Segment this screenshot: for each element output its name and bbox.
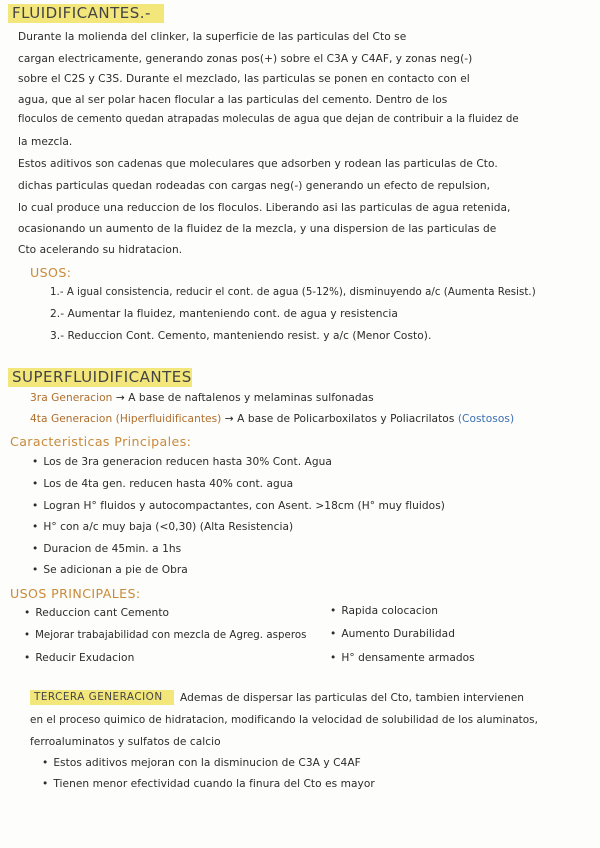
generation-4-label: 4ta Generacion (Hiperfluidificantes) xyxy=(30,413,222,425)
tercera-line: en el proceso quimico de hidratacion, modificando la velocidad de solubilidad de los aluminatos, xyxy=(30,714,538,726)
tercera-generacion-title: TERCERA GENERACION xyxy=(30,690,174,705)
generation-3-label: 3ra Generacion xyxy=(30,392,113,404)
paragraph-line: dichas particulas quedan rodeadas con cargas neg(-) generando un efecto de repulsion, xyxy=(18,180,491,192)
caracteristica-item: • H° con a/c muy baja (<0,30) (Alta Resistencia) xyxy=(32,521,294,533)
bullet-icon: • xyxy=(330,652,337,664)
bullet-icon: • xyxy=(42,778,49,790)
uso-principal-item: • Reduccion cant Cemento xyxy=(24,607,170,619)
tercera-bullet: • Tienen menor efectividad cuando la finura del Cto es mayor xyxy=(42,778,375,790)
uso-principal-item: • Mejorar trabajabilidad con mezcla de Agreg. asperos xyxy=(24,630,307,641)
bullet-icon: • xyxy=(32,564,39,576)
generation-3-text: A base de naftalenos y melaminas sulfonadas xyxy=(128,392,374,404)
bullet-icon: • xyxy=(32,521,39,533)
caracteristica-item: • Logran H° fluidos y autocompactantes, con Asent. >18cm (H° muy fluidos) xyxy=(32,500,445,512)
bullet-icon: • xyxy=(24,652,31,664)
superfluidificantes-title: SUPERFLUIDIFICANTES xyxy=(8,368,192,387)
uso-principal-item: • Aumento Durabilidad xyxy=(330,628,455,640)
bullet-icon: • xyxy=(32,543,39,555)
tercera-bullet: • Estos aditivos mejoran con la disminucion de C3A y C4AF xyxy=(42,757,361,769)
bullet-icon: • xyxy=(32,478,39,490)
caracteristica-item: • Se adicionan a pie de Obra xyxy=(32,564,188,576)
paragraph-line: agua, que al ser polar hacen flocular a las particulas del cemento. Dentro de los xyxy=(18,94,448,106)
usos-heading: USOS: xyxy=(30,265,72,280)
usos-principales-heading: USOS PRINCIPALES: xyxy=(10,586,141,601)
paragraph-line: sobre el C2S y C3S. Durante el mezclado, las particulas se ponen en contacto con el xyxy=(18,73,470,85)
usos-item: 3.- Reduccion Cont. Cemento, manteniendo resist. y a/c (Menor Costo). xyxy=(50,330,432,342)
paragraph-line: floculos de cemento quedan atrapadas moleculas de agua que dejan de contribuir a la fluidez de xyxy=(18,114,519,125)
paragraph-line: Cto acelerando su hidratacion. xyxy=(18,244,183,256)
bullet-icon: • xyxy=(32,456,39,468)
uso-principal-item: • H° densamente armados xyxy=(330,652,475,664)
arrow-icon: → xyxy=(115,392,125,404)
caracteristica-item: • Los de 3ra generacion reducen hasta 30% Cont. Agua xyxy=(32,456,332,468)
bullet-icon: • xyxy=(330,628,337,640)
paragraph-line: Durante la molienda del clinker, la superficie de las particulas del Cto se xyxy=(18,31,407,43)
paragraph-line: cargan electricamente, generando zonas pos(+) sobre el C3A y C4AF, y zonas neg(-) xyxy=(18,53,473,65)
paragraph-line: ocasionando un aumento de la fluidez de la mezcla, y una dispersion de las particulas de xyxy=(18,223,497,235)
bullet-icon: • xyxy=(330,605,337,617)
caracteristica-item: • Duracion de 45min. a 1hs xyxy=(32,543,182,555)
fluidificantes-title: FLUIDIFICANTES.- xyxy=(8,4,164,23)
paragraph-line: la mezcla. xyxy=(18,136,73,148)
paragraph-line: Estos aditivos son cadenas que moleculares que adsorben y rodean las particulas de Cto. xyxy=(18,158,498,170)
caracteristica-item: • Los de 4ta gen. reducen hasta 40% cont. agua xyxy=(32,478,294,490)
generation-4-text: A base de Policarboxilatos y Poliacrilatos xyxy=(237,413,455,425)
tercera-line: Ademas de dispersar las particulas del Cto, tambien intervienen xyxy=(180,692,525,704)
generation-4-row xyxy=(30,413,514,426)
generation-4-note: (Costosos) xyxy=(457,413,515,425)
usos-item: 2.- Aumentar la fluidez, manteniendo cont. de agua y resistencia xyxy=(50,308,398,320)
bullet-icon: • xyxy=(32,500,39,512)
generation-3-row xyxy=(30,392,374,405)
tercera-line: ferroaluminatos y sulfatos de calcio xyxy=(30,736,221,748)
paragraph-line: lo cual produce una reduccion de los floculos. Liberando asi las particulas de agua retenida, xyxy=(18,202,511,214)
bullet-icon: • xyxy=(24,607,31,619)
usos-item: 1.- A igual consistencia, reducir el cont. de agua (5-12%), disminuyendo a/c (Aumenta Resist.) xyxy=(50,287,536,298)
caracteristicas-heading: Caracteristicas Principales: xyxy=(10,434,192,449)
uso-principal-item: • Rapida colocacion xyxy=(330,605,439,617)
uso-principal-item: • Reducir Exudacion xyxy=(24,652,135,664)
bullet-icon: • xyxy=(42,757,49,769)
bullet-icon: • xyxy=(24,630,31,641)
arrow-icon: → xyxy=(224,413,234,425)
